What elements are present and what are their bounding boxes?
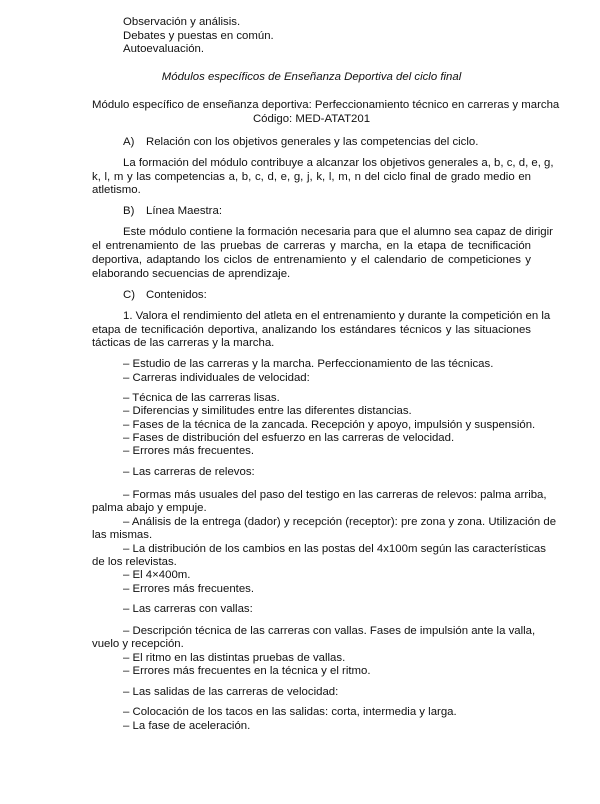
module-title: Módulo específico de enseñanza deportiva: Perfeccionamiento técnico en carreras y marcha [92, 99, 560, 111]
list-item: – El 4×400m. [123, 569, 191, 581]
list-item: – Errores más frecuentes. [123, 445, 255, 457]
section-a-title: Relación con los objetivos generales y las competencias del ciclo. [146, 136, 479, 148]
list-item: – Análisis de la entrega (dador) y recepción (receptor): pre zona y zona. Utilización de [123, 516, 557, 528]
module-code: Código: MED-ATAT201 [252, 113, 371, 125]
list-item: – Técnica de las carreras lisas. [123, 392, 280, 404]
paragraph-line: tácticas de las carreras y la marcha. [92, 337, 275, 349]
paragraph-line: el entrenamiento de las pruebas de carreras y marcha, en la etapa de tecnificación [92, 240, 531, 252]
list-item: – Las salidas de las carreras de velocidad: [123, 686, 339, 698]
list-item: – Carreras individuales de velocidad: [123, 372, 310, 384]
list-item: – Estudio de las carreras y la marcha. Perfeccionamiento de las técnicas. [123, 358, 494, 370]
list-item: las mismas. [92, 529, 153, 541]
list-item: Observación y análisis. [123, 16, 241, 28]
list-item: – Descripción técnica de las carreras con vallas. Fases de impulsión ante la valla, [123, 625, 536, 637]
list-item: – Errores más frecuentes en la técnica y el ritmo. [123, 665, 371, 677]
list-item: – La distribución de los cambios en las postas del 4x100m según las características [123, 543, 546, 555]
list-item: – Las carreras con vallas: [123, 603, 253, 615]
section-b-label: B) [123, 205, 135, 217]
section-c-title: Contenidos: [146, 289, 207, 301]
list-item: – Formas más usuales del paso del testigo en las carreras de relevos: palma arriba, [123, 489, 547, 501]
section-b-title: Línea Maestra: [146, 205, 222, 217]
list-item: de los relevistas. [92, 556, 177, 568]
paragraph-line: etapa de tecnificación deportiva, analizando los estándares técnicos y las situaciones [92, 324, 531, 336]
list-item: – La fase de aceleración. [123, 720, 251, 732]
section-heading: Módulos específicos de Enseñanza Deportiva del ciclo final [161, 71, 462, 83]
list-item: Debates y puestas en común. [123, 30, 274, 42]
paragraph-line: elaborando secuencias de aprendizaje. [92, 268, 291, 280]
list-item: – Las carreras de relevos: [123, 466, 255, 478]
list-item: – Fases de la técnica de la zancada. Recepción y apoyo, impulsión y suspensión. [123, 419, 536, 431]
paragraph-line: Este módulo contiene la formación necesaria para que el alumno sea capaz de dirigir [123, 226, 553, 238]
list-item: – Diferencias y similitudes entre las diferentes distancias. [123, 405, 412, 417]
list-item: – El ritmo en las distintas pruebas de vallas. [123, 652, 346, 664]
list-item: – Errores más frecuentes. [123, 583, 255, 595]
list-item: vuelo y recepción. [92, 638, 184, 650]
list-item: – Fases de distribución del esfuerzo en las carreras de velocidad. [123, 432, 455, 444]
paragraph-line: atletismo. [92, 184, 141, 196]
paragraph-line: 1. Valora el rendimiento del atleta en el entrenamiento y durante la competición en la [123, 310, 551, 322]
list-item: – Colocación de los tacos en las salidas: corta, intermedia y larga. [123, 706, 457, 718]
paragraph-line: k, l, m y las competencias a, b, c, d, e, g, j, k, l, m, n del ciclo final de grado medio en [92, 171, 531, 183]
section-a-label: A) [123, 136, 135, 148]
section-c-label: C) [123, 289, 136, 301]
paragraph-line: deportiva, adaptando los ciclos de entrenamiento y el calendario de competiciones y [92, 254, 531, 266]
list-item: Autoevaluación. [123, 43, 205, 55]
paragraph-line: La formación del módulo contribuye a alcanzar los objetivos generales a, b, c, d, e, g, [123, 157, 554, 169]
list-item: palma abajo y empuje. [92, 502, 207, 514]
